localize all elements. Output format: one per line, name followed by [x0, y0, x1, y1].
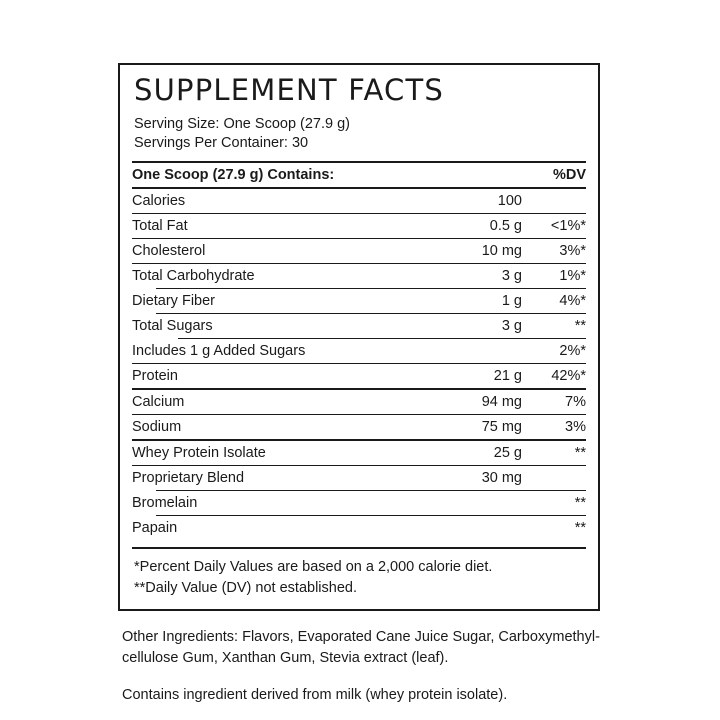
- row-amount: 30 mg: [457, 466, 522, 491]
- row-dv: 42%*: [522, 364, 586, 390]
- row-dv: **: [522, 491, 586, 516]
- row-amount: 75 mg: [457, 415, 522, 441]
- row-dv: <1%*: [522, 214, 586, 239]
- table-header-row: [132, 163, 586, 188]
- header-amount-spacer: [457, 163, 522, 188]
- supplement-facts-box: [118, 63, 600, 611]
- row-name: Total Fat: [132, 214, 457, 239]
- table-row: [132, 314, 586, 339]
- supplement-facts-panel: [118, 63, 600, 706]
- row-amount: [457, 491, 522, 516]
- table-row: [132, 214, 586, 239]
- row-name: Proprietary Blend: [132, 466, 457, 491]
- row-amount: 25 g: [457, 440, 522, 466]
- header-left-label: One Scoop (27.9 g) Contains:: [132, 167, 335, 184]
- row-name: Dietary Fiber: [132, 289, 457, 314]
- nutrition-table: [132, 163, 586, 540]
- table-row: [132, 289, 586, 314]
- other-ingredients: Other Ingredients: Flavors, Evaporated Cane Juice Sugar, Carboxymethyl-cellulose Gum, Xanthan Gum, Stevia extract (leaf).: [122, 629, 600, 667]
- table-row: [132, 466, 586, 491]
- row-name: Cholesterol: [132, 239, 457, 264]
- table-row: [132, 188, 586, 214]
- row-name: Total Carbohydrate: [132, 264, 457, 289]
- footnote-percent-dv: *Percent Daily Values are based on a 2,000 calorie diet.: [134, 559, 493, 576]
- row-dv: 4%*: [522, 289, 586, 314]
- row-name: Calories: [132, 188, 457, 214]
- table-row: [132, 239, 586, 264]
- table-row: [132, 491, 586, 516]
- row-name: Bromelain: [132, 491, 457, 516]
- row-amount: 94 mg: [457, 389, 522, 415]
- serving-size: Serving Size: One Scoop (27.9 g): [134, 115, 351, 132]
- row-amount: 1 g: [457, 289, 522, 314]
- row-amount: [457, 516, 522, 541]
- row-name: Calcium: [132, 389, 457, 415]
- footnote-dv-not-established: **Daily Value (DV) not established.: [134, 580, 357, 597]
- servings-per-container: Servings Per Container: 30: [134, 135, 309, 152]
- row-dv: 2%*: [522, 339, 586, 364]
- row-name: Total Sugars: [132, 314, 457, 339]
- row-amount: 3 g: [457, 264, 522, 289]
- footnotes: [134, 549, 586, 599]
- row-amount: 100: [457, 188, 522, 214]
- row-amount: [457, 339, 522, 364]
- table-row: [132, 364, 586, 390]
- row-name: Whey Protein Isolate: [132, 440, 457, 466]
- below-panel-text: [118, 627, 600, 706]
- table-row: [132, 516, 586, 541]
- row-amount: 21 g: [457, 364, 522, 390]
- header-dv-label: %DV: [552, 167, 586, 184]
- row-dv: **: [522, 440, 586, 466]
- row-amount: 10 mg: [457, 239, 522, 264]
- row-dv: **: [522, 516, 586, 541]
- row-dv: [522, 188, 586, 214]
- table-row: [132, 389, 586, 415]
- row-name: Includes 1 g Added Sugars: [132, 339, 457, 364]
- row-amount: 3 g: [457, 314, 522, 339]
- row-dv: 7%: [522, 389, 586, 415]
- allergen-statement: Contains ingredient derived from milk (whey protein isolate).: [122, 687, 508, 704]
- table-row: [132, 339, 586, 364]
- table-row: [132, 440, 586, 466]
- row-dv: **: [522, 314, 586, 339]
- row-amount: 0.5 g: [457, 214, 522, 239]
- panel-title: SUPPLEMENT FACTS: [134, 73, 444, 107]
- row-name: Protein: [132, 364, 457, 390]
- table-row: [132, 415, 586, 441]
- row-dv: 3%*: [522, 239, 586, 264]
- row-name: Papain: [132, 516, 457, 541]
- row-dv: [522, 466, 586, 491]
- row-name: Sodium: [132, 415, 457, 441]
- row-dv: 3%: [522, 415, 586, 441]
- table-row: [132, 264, 586, 289]
- row-dv: 1%*: [522, 264, 586, 289]
